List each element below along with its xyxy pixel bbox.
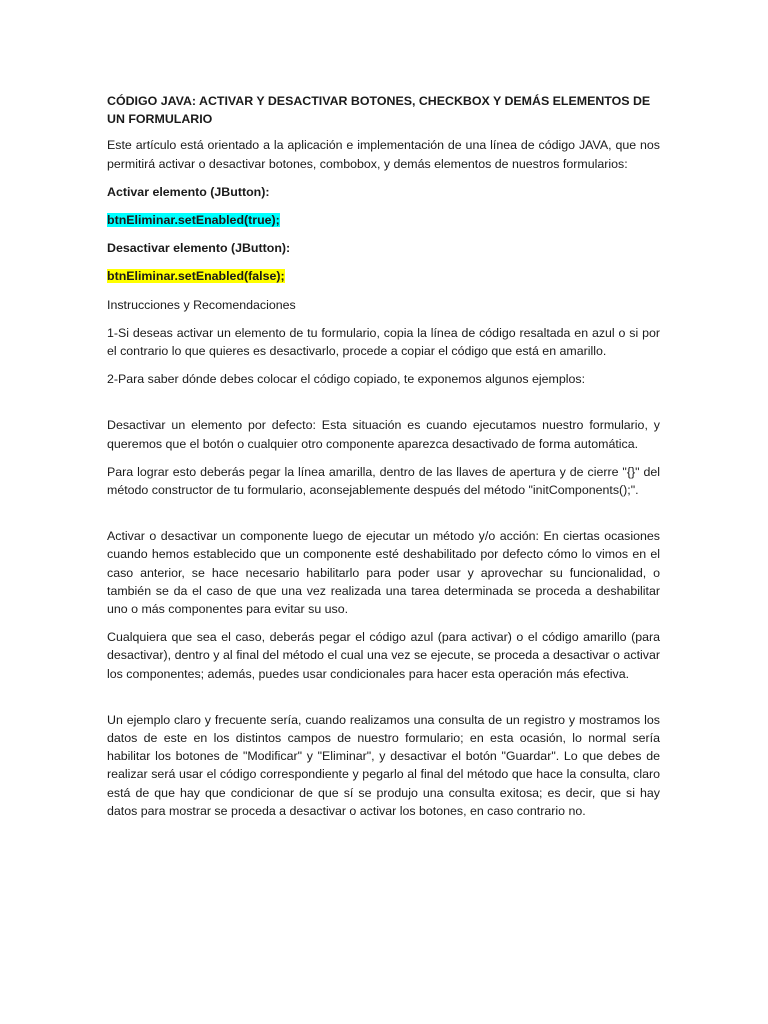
deactivate-code: btnEliminar.setEnabled(false); (107, 269, 285, 284)
intro-paragraph: Este artículo está orientado a la aplicación e implementación de una línea de código JAVA, que nos permitirá activar o desactivar botones, combobox, y demás elementos de nuestros formularios: (107, 138, 660, 171)
example-paragraph: Un ejemplo claro y frecuente sería, cuando realizamos una consulta de un registro y mostramos los datos de este en los distintos campos de nuestro formulario; en esta ocasión, lo normal sería habilitar los botones de "Modificar" y "Eliminar", y desactivar el botón "Guardar". Lo que debes de realizar será usar el código correspondiente y pegarlo al final del método que hace la consulta, claro está de que hay que condicionar de que sí se produjo una consulta exitosa; es decir, que si hay datos para mostrar se proceda a desactivar o activar los botones, en caso contrario no. (107, 712, 660, 818)
instructions-heading: Instrucciones y Recomendaciones (107, 297, 296, 312)
deactivate-heading: Desactivar elemento (JButton): (107, 241, 291, 256)
step-1-paragraph: 1-Si deseas activar un elemento de tu formulario, copia la línea de código resaltada en azul o si por el contrario lo que quieres es desactivarlo, procede a copiar el código que está en amarillo. (107, 325, 660, 359)
document-page (107, 92, 660, 830)
document-title: CÓDIGO JAVA: ACTIVAR Y DESACTIVAR BOTONES, CHECKBOX Y DEMÁS ELEMENTOS DE UN FORMULARIO (107, 94, 651, 127)
after-method-detail-paragraph: Cualquiera que sea el caso, deberás pegar el código azul (para activar) o el código amarillo (para desactivar), dentro y al final del método el cual una vez se ejecute, se proceda a desactivar o activar los componentes; además, puedes usar condicionales para hacer esta operación más efectiva. (107, 630, 660, 681)
spacer (107, 509, 660, 527)
default-case-paragraph: Desactivar un elemento por defecto: Esta situación es cuando ejecutamos nuestro formulario, y queremos que el botón o cualquier otro componente aparezca desactivado de forma automática. (107, 418, 660, 451)
step-2-paragraph: 2-Para saber dónde debes colocar el código copiado, te exponemos algunos ejemplos: (107, 372, 586, 387)
spacer (107, 693, 660, 711)
activate-code: btnEliminar.setEnabled(true); (107, 213, 280, 228)
activate-heading: Activar elemento (JButton): (107, 184, 270, 199)
activate-code-line (107, 211, 660, 229)
after-method-case-paragraph: Activar o desactivar un componente luego de ejecutar un método y/o acción: En ciertas ocasiones cuando hemos establecido que un componente esté deshabilitado por defecto cómo lo vimos en el caso anterior, se hace necesario habilitarlo para poder usar y aprovechar su funcionalidad, o también se da el caso de que una vez realizada una tarea determinada se proceda a deshabilitar uno o más componentes para evitar su uso. (107, 529, 660, 617)
spacer (107, 398, 660, 416)
deactivate-code-line (107, 267, 660, 285)
default-case-detail-paragraph: Para lograr esto deberás pegar la línea amarilla, dentro de las llaves de apertura y de cierre "{}" del método constructor de tu formulario, aconsejablemente después del método "initComponents();". (107, 464, 660, 498)
